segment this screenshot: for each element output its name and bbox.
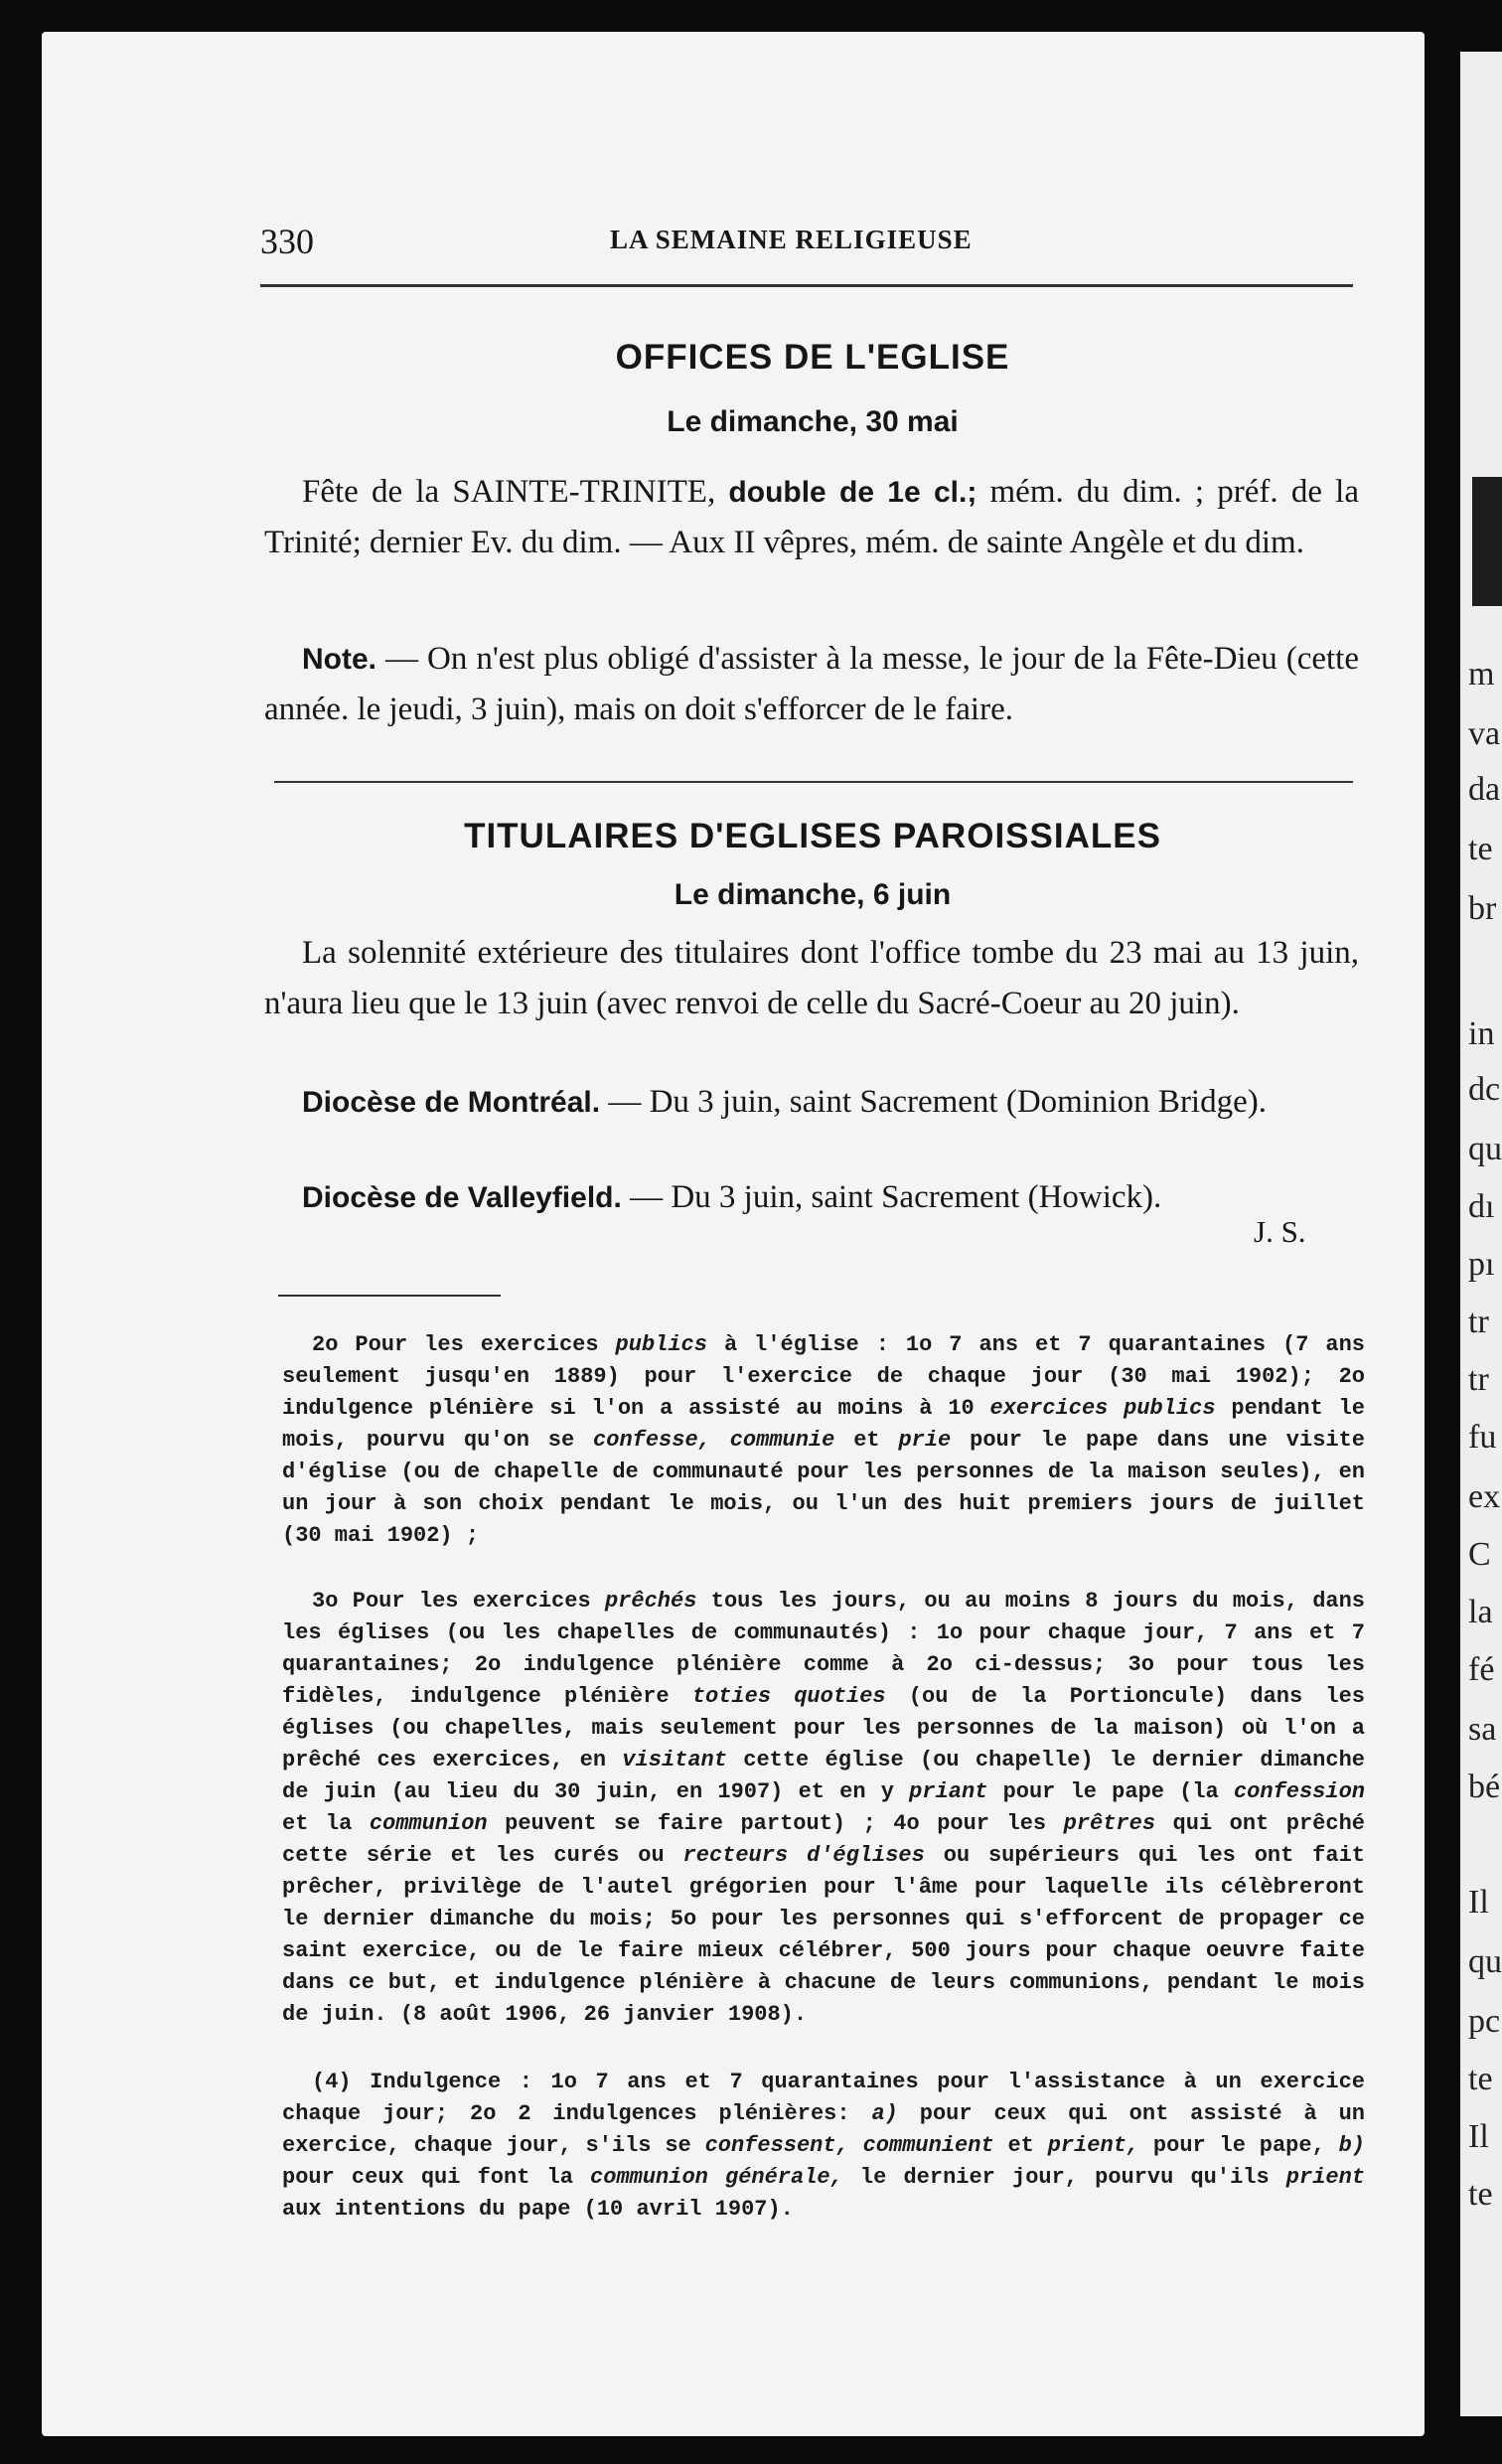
titulaires-subtitle: Le dimanche, 6 juin [674,878,952,911]
diocese-valleyfield: Diocèse de Valleyfield. — Du 3 juin, saint Sacrement (Howick). [302,1179,1162,1215]
offices-title: OFFICES DE L'EGLISE [615,338,1010,377]
titulaires-title: TITULAIRES D'EGLISES PAROISSIALES [464,817,1161,855]
header-rule [260,284,1353,287]
adjacent-page-fragment: m [1468,656,1495,693]
adjacent-page-fragment: te [1468,2176,1493,2213]
adjacent-page-fragment: br [1468,890,1497,927]
footnote-rule [278,1295,501,1297]
offices-paragraph: Fête de la SAINTE-TRINITE, double de 1e cl.; mém. du dim. ; préf. de la Trinité; dernier Ev. du dim. — Aux II vêpres, mém. de sainte Angèle et du dim. [264,474,1359,560]
adjacent-page-fragment: in [1468,1015,1495,1052]
note-label: Note. [302,643,376,676]
page-number: 330 [260,222,314,261]
adjacent-page-fragment: Il [1468,2118,1489,2155]
adjacent-page-fragment: dı [1468,1188,1495,1225]
adjacent-page-fragment: tr [1468,1304,1489,1340]
adjacent-page-fragment: pc [1468,2003,1501,2040]
adjacent-page-fragment: qu [1468,1943,1502,1980]
footnote-4: (4) Indulgence : 1o 7 ans et 7 quarantaines pour l'assistance à un exercice chaque jour; 2o 2 indulgences plénières: a) pour ceux qui ont assisté à un exercice, chaque jour, s'ils se confessent, communient et prient, pour le pape, b) pour ceux qui font la communion générale, le dernier jour, pourvu qu'ils prient aux intentions du pape (10 avril 1907). [282,2070,1366,2222]
section-rule [274,781,1353,783]
adjacent-page-fragment: va [1468,715,1501,752]
footnote-2: 2o Pour les exercices publics à l'église : 1o 7 ans et 7 quarantaines (7 ans seulement jusqu'en 1889) pour l'exercice de chaque jour (30 mai 1902); 2o indulgence plénière si l'on a assisté au moins à 10 exercices publics pendant le mois, pourvu qu'on se confesse, communie et prie pour le pape dans une visite d'église (ou de chapelle de communauté pour les personnes de la maison seules), en un jour à son choix pendant le mois, ou l'un des huit premiers jours de juillet (30 mai 1902) ; [282,1332,1366,1548]
adjacent-page-fragment: C [1468,1536,1491,1573]
adjacent-page-fragment: ex [1468,1478,1501,1515]
page-header [260,221,1345,270]
adjacent-page-fragment: tr [1468,1361,1489,1398]
adjacent-page-fragment: la [1468,1594,1493,1630]
titulaires-paragraph: La solennité extérieure des titulaires dont l'office tombe du 23 mai au 13 juin, n'aura lieu que le 13 juin (avec renvoi de celle du Sacré-Coeur au 20 juin). [264,935,1359,1021]
adjacent-page-fragment: dc [1468,1071,1501,1108]
adjacent-page-fragment: fé [1468,1651,1495,1688]
adjacent-page-fragment: te [1468,2061,1493,2097]
adjacent-page-fragment: te [1468,831,1493,867]
footnote-3: 3o Pour les exercices prêchés tous les jours, ou au moins 8 jours du mois, dans les églises (ou les chapelles de communautés) : 1o pour chaque jour, 7 ans et 7 quarantaines; 2o indulgence plénière comme à 2o ci-dessus; 3o pour tous les fidèles, indulgence plénière toties quoties (ou de la Portioncule) dans les églises (ou chapelles, mais seulement pour les personnes de la maison) où l'on a prêché ces exercices, en visitant cette église (ou chapelle) le dernier dimanche de juin (au lieu du 30 juin, en 1907) et en y priant pour le pape (la confession et la communion peuvent se faire partout) ; 4o pour les prêtres qui ont prêché cette série et les curés ou recteurs d'églises ou supérieurs qui les ont fait prêcher, privilège de l'autel grégorien pour l'âme pour laquelle ils célèbreront le dernier dimanche du mois; 5o pour les personnes qui s'efforcent de propager ce saint exercice, ou de le faire mieux célébrer, 500 jours pour chaque oeuvre faite dans ce but, et indulgence plénière à chacune de leurs communions, pendant le mois de juin. (8 août 1906, 26 janvier 1908). [282,1589,1366,2027]
adjacent-page-fragment: qu [1468,1131,1502,1167]
offices-subtitle: Le dimanche, 30 mai [667,405,959,438]
adjacent-page-fragment: da [1468,771,1501,808]
signature: J. S. [1254,1214,1306,1249]
adjacent-page-fragment: bé [1468,1769,1501,1805]
adjacent-page-fragment: sa [1468,1711,1497,1748]
adjacent-page-text [1468,0,1502,2464]
adjacent-page-fragment: pı [1468,1246,1495,1283]
running-title: LA SEMAINE RELIGIEUSE [610,225,973,254]
adjacent-page-fragment: Il [1468,1884,1489,1921]
diocese-montreal: Diocèse de Montréal. — Du 3 juin, saint Sacrement (Dominion Bridge). [302,1084,1267,1120]
adjacent-page-fragment: fu [1468,1419,1497,1456]
offices-note: Note. — On n'est plus obligé d'assister à la messe, le jour de la Fête-Dieu (cette année. le jeudi, 3 juin), mais on doit s'efforcer de le faire. [264,641,1359,727]
